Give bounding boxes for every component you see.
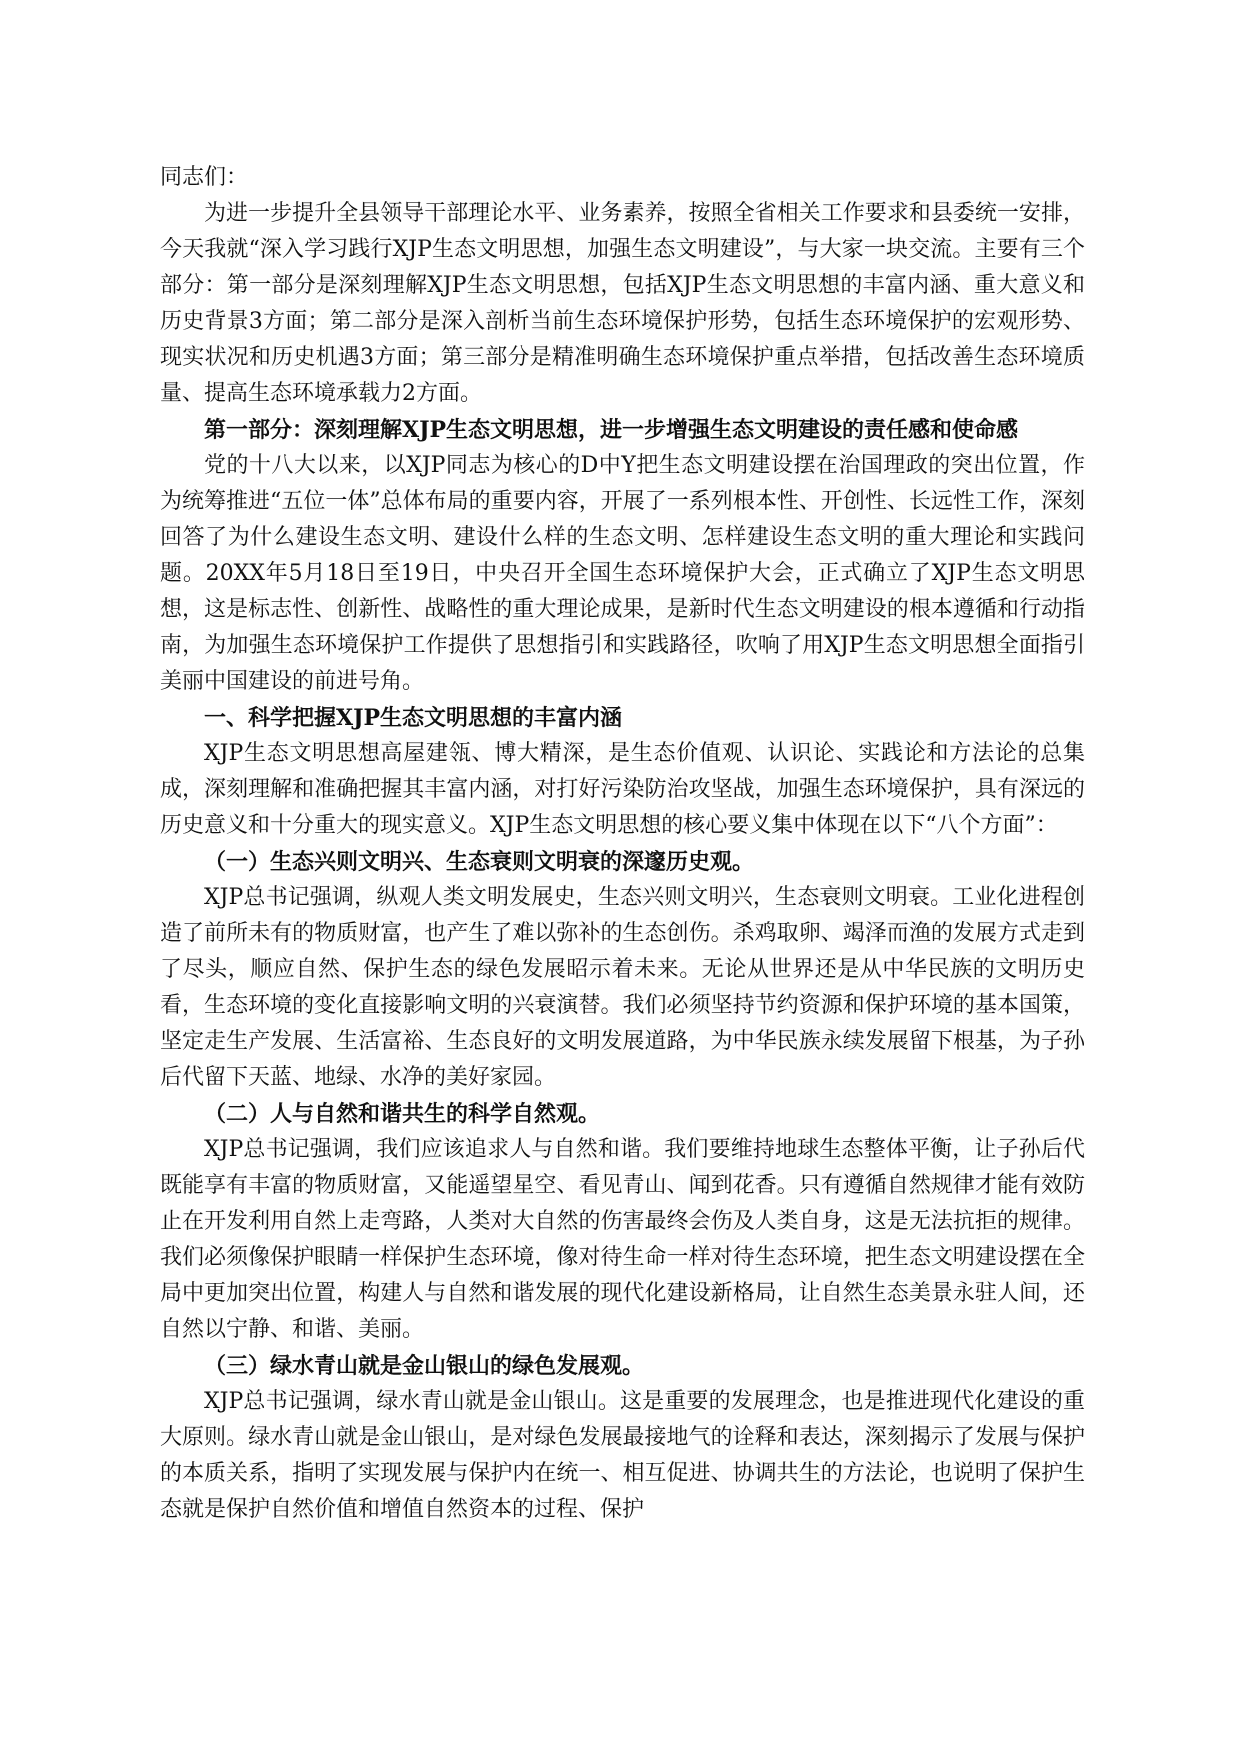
part1-heading: 第一部分：深刻理解XJP生态文明思想，进一步增强生态文明建设的责任感和使命感 [204,417,1019,443]
section1-heading: 一、科学把握XJP生态文明思想的丰富内涵 [204,705,623,731]
intro-paragraph: 为进一步提升全县领导干部理论水平、业务素养，按照全省相关工作要求和县委统一安排，今天我就“深入学习践行XJP生态文明思想，加强生态文明建设”，与大家一块交流。主要有三个部分：第一部分是深刻理解XJP生态文明思想，包括XJP生态文明思想的丰富内涵、重大意义和历史背景3方面；第二部分是深入剖析当前生态环境保护形势，包括生态环境保护的宏观形势、现实状况和历史机遇3方面；第三部分是精准明确生态环境保护重点举措，包括改善生态环境质量、提高生态环境承载力2方面。 [160,201,1085,406]
subsection2-paragraph: XJP总书记强调，我们应该追求人与自然和谐。我们要维持地球生态整体平衡，让子孙后代既能享有丰富的物质财富，又能遥望星空、看见青山、闻到花香。只有遵循自然规律才能有效防止在开发利用自然上走弯路，人类对大自然的伤害最终会伤及人类自身，这是无法抗拒的规律。我们必须像保护眼睛一样保护生态环境，像对待生命一样对待生态环境，把生态文明建设摆在全局中更加突出位置，构建人与自然和谐发展的现代化建设新格局，让自然生态美景永驻人间，还自然以宁静、和谐、美丽。 [160,1137,1085,1342]
document-page [160,160,1085,1528]
part1-paragraph: 党的十八大以来，以XJP同志为核心的D中Y把生态文明建设摆在治国理政的突出位置，作为统筹推进“五位一体”总体布局的重要内容，开展了一系列根本性、开创性、长远性工作，深刻回答了为什么建设生态文明、建设什么样的生态文明、怎样建设生态文明的重大理论和实践问题。20XX年5月18日至19日，中央召开全国生态环境保护大会，正式确立了XJP生态文明思想，这是标志性、创新性、战略性的重大理论成果，是新时代生态文明建设的根本遵循和行动指南，为加强生态环境保护工作提供了思想指引和实践路径，吹响了用XJP生态文明思想全面指引美丽中国建设的前进号角。 [160,453,1085,694]
salutation: 同志们： [160,165,249,190]
section1-paragraph: XJP生态文明思想高屋建瓴、博大精深，是生态价值观、认识论、实践论和方法论的总集成，深刻理解和准确把握其丰富内涵，对打好污染防治攻坚战，加强生态环境保护，具有深远的历史意义和十分重大的现实意义。XJP生态文明思想的核心要义集中体现在以下“八个方面”： [160,741,1085,838]
subsection1-paragraph: XJP总书记强调，纵观人类文明发展史，生态兴则文明兴，生态衰则文明衰。工业化进程创造了前所未有的物质财富，也产生了难以弥补的生态创伤。杀鸡取卵、竭泽而渔的发展方式走到了尽头，顺应自然、保护生态的绿色发展昭示着未来。无论从世界还是从中华民族的文明历史看，生态环境的变化直接影响文明的兴衰演替。我们必须坚持节约资源和保护环境的基本国策，坚定走生产发展、生活富裕、生态良好的文明发展道路，为中华民族永续发展留下根基，为子孙后代留下天蓝、地绿、水净的美好家园。 [160,885,1085,1090]
subsection3-paragraph: XJP总书记强调，绿水青山就是金山银山。这是重要的发展理念，也是推进现代化建设的重大原则。绿水青山就是金山银山，是对绿色发展最接地气的诠释和表达，深刻揭示了发展与保护的本质关系，指明了实现发展与保护内在统一、相互促进、协调共生的方法论，也说明了保护生态就是保护自然价值和增值自然资本的过程、保护 [160,1389,1085,1522]
subsection2-heading: （二）人与自然和谐共生的科学自然观。 [204,1101,601,1127]
subsection1-heading: （一）生态兴则文明兴、生态衰则文明衰的深邃历史观。 [204,849,755,875]
subsection3-heading: （三）绿水青山就是金山银山的绿色发展观。 [204,1353,645,1379]
